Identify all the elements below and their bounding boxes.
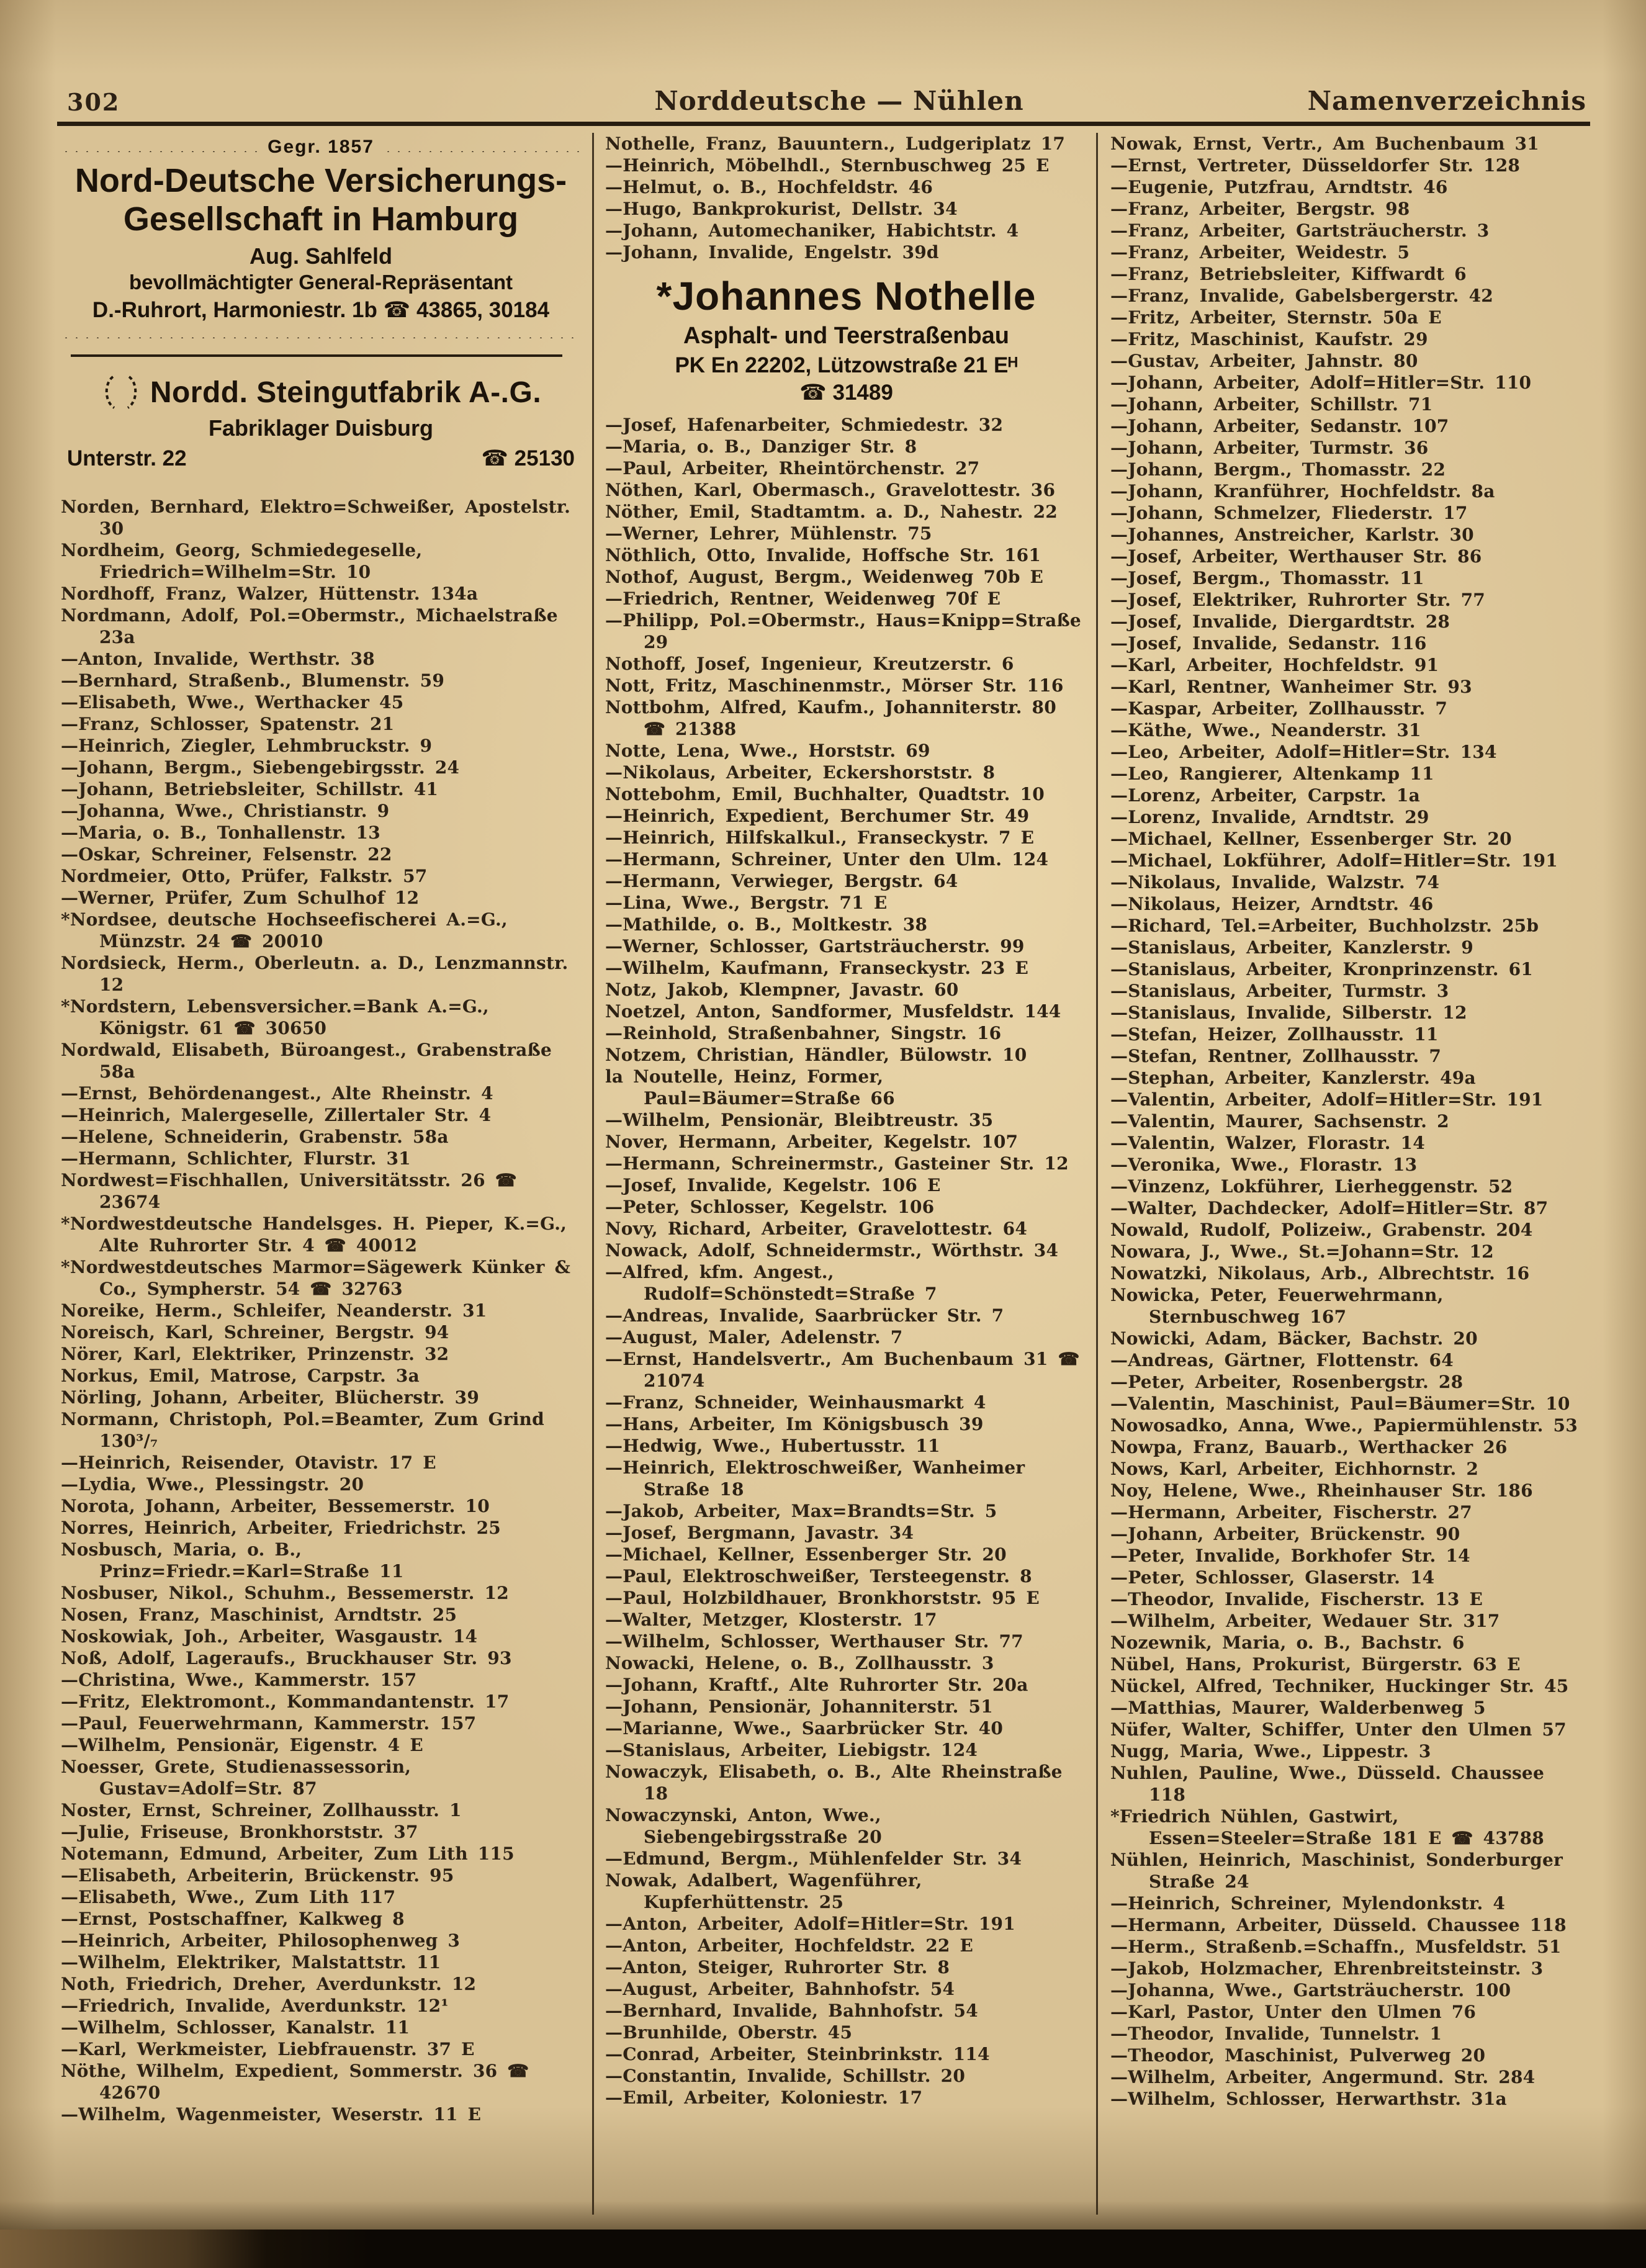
directory-entry: —Bernhard, Invalide, Bahnhofstr. 54 xyxy=(605,2000,978,2021)
directory-entry: Noreisch, Karl, Schreiner, Bergstr. 94 xyxy=(61,1322,449,1343)
directory-entry: —Edmund, Bergm., Mühlenfelder Str. 34 xyxy=(605,1848,1022,1869)
header-section-range: Norddeutsche — Nühlen xyxy=(654,86,1024,116)
directory-entry: —Heinrich, Arbeiter, Philosophenweg 3 xyxy=(61,1930,461,1951)
directory-entry: —Hedwig, Wwe., Hubertusstr. 11 xyxy=(605,1436,940,1456)
directory-entry: Nordmeier, Otto, Prüfer, Falkstr. 57 xyxy=(61,866,428,886)
directory-entry: —Richard, Tel.=Arbeiter, Buchholzstr. 25b xyxy=(1110,916,1539,936)
directory-entry: —Fritz, Arbeiter, Sternstr. 50a E xyxy=(1110,307,1442,328)
directory-entry: —Johann, Schmelzer, Fliederstr. 17 xyxy=(1110,503,1468,523)
ad-versicherungs-gesellschaft xyxy=(61,137,581,338)
directory-entry: Nordhoff, Franz, Walzer, Hüttenstr. 134a xyxy=(61,583,479,604)
directory-entry: —Josef, Invalide, Diergardtstr. 28 xyxy=(1110,611,1450,632)
directory-entry: Nowacki, Helene, o. B., Zollhausstr. 3 xyxy=(605,1653,994,1673)
directory-entry: —Bernhard, Straßenb., Blumenstr. 59 xyxy=(61,670,445,691)
directory-entry: —Heinrich, Hilfskalkul., Franseckystr. 7 E xyxy=(605,827,1035,848)
directory-entry: —August, Arbeiter, Bahnhofstr. 54 xyxy=(605,1979,955,1999)
directory-entry: —Veronika, Wwe., Florastr. 13 xyxy=(1110,1154,1418,1175)
directory-entry: —Elisabeth, Wwe., Zum Lith 117 xyxy=(61,1887,396,1907)
directory-entry: —Michael, Lokführer, Adolf=Hitler=Str. 191 xyxy=(1110,850,1558,871)
header-title: Namenverzeichnis xyxy=(1307,86,1586,116)
directory-entry: Nottbohm, Alfred, Kaufm., Johanniterstr. 80 ☎ 21388 xyxy=(605,697,1056,739)
directory-entry: *Nordsee, deutsche Hochseefischerei A.=G., Münzstr. 24 ☎ 20010 xyxy=(61,909,508,952)
directory-entry: —Nikolaus, Invalide, Walzstr. 74 xyxy=(1110,872,1440,893)
photo-edge xyxy=(0,2230,1646,2268)
directory-entry: —Maria, o. B., Tonhallenstr. 13 xyxy=(61,822,380,843)
phone-icon: ☎ xyxy=(799,380,827,405)
directory-entry: Nowald, Rudolf, Polizeiw., Grabenstr. 204 xyxy=(1110,1220,1533,1240)
directory-entry: —Stanislaus, Arbeiter, Kanzlerstr. 9 xyxy=(1110,937,1473,958)
directory-entry: —Ernst, Behördenangest., Alte Rheinstr. 4 xyxy=(61,1083,493,1104)
ad-johannes-nothelle xyxy=(605,273,1087,405)
directory-entry: —Johann, Arbeiter, Sedanstr. 107 xyxy=(1110,416,1449,436)
directory-entry: —Josef, Bergmann, Javastr. 34 xyxy=(605,1523,914,1543)
directory-entry: —Karl, Pastor, Unter den Ulmen 76 xyxy=(1110,2002,1477,2022)
ad-founded-label: Gegr. 1857 xyxy=(268,137,374,157)
zigzag-border-icon xyxy=(61,329,581,338)
directory-entry: *Nordstern, Lebensversicher.=Bank A.=G., Königstr. 61 ☎ 30650 xyxy=(61,996,489,1038)
directory-entry: —Michael, Kellner, Essenberger Str. 20 xyxy=(605,1544,1007,1565)
directory-entry: —Josef, Hafenarbeiter, Schmiedestr. 32 xyxy=(605,415,1004,435)
directory-entry: —Hermann, Schlichter, Flurstr. 31 xyxy=(61,1148,411,1169)
directory-entry: —Franz, Arbeiter, Gartsträucherstr. 3 xyxy=(1110,220,1490,241)
phone-icon: ☎ xyxy=(383,298,411,323)
directory-entry: Nowatzki, Nikolaus, Arb., Albrechtstr. 16 xyxy=(1110,1263,1530,1284)
directory-entry: —Nikolaus, Arbeiter, Eckershorststr. 8 xyxy=(605,762,996,783)
directory-entry: —Friedrich, Rentner, Weidenweg 70f E xyxy=(605,588,1001,609)
ad-steingut-title: Nordd. Steingutfabrik A-.G. xyxy=(150,376,542,409)
directory-columns xyxy=(57,133,1590,2215)
directory-entry: —Walter, Metzger, Klosterstr. 17 xyxy=(605,1609,937,1630)
directory-entry: —Johann, Betriebsleiter, Schillstr. 41 xyxy=(61,779,439,799)
directory-entry: *Nordwestdeutsche Handelsges. H. Pieper, K.=G., Alte Ruhrorter Str. 4 ☎ 40012 xyxy=(61,1213,567,1256)
directory-entry: —Valentin, Maurer, Sachsenstr. 2 xyxy=(1110,1111,1449,1132)
directory-entry: —Wilhelm, Schlosser, Herwarthstr. 31a xyxy=(1110,2089,1507,2109)
zigzag-border-icon xyxy=(383,143,581,152)
directory-entry: —Johann, Pensionär, Johanniterstr. 51 xyxy=(605,1696,993,1717)
directory-entry: —Anton, Arbeiter, Adolf=Hitler=Str. 191 xyxy=(605,1914,1015,1934)
directory-entry: —Fritz, Elektromont., Kommandantenstr. 17 xyxy=(61,1691,510,1712)
directory-entry: —Karl, Rentner, Wanheimer Str. 93 xyxy=(1110,677,1472,697)
directory-entry: —Wilhelm, Wagenmeister, Weserstr. 11 E xyxy=(61,2104,482,2125)
directory-entry: Nowosadko, Anna, Wwe., Papiermühlenstr. 53 xyxy=(1110,1415,1578,1436)
directory-entry: —Heinrich, Ziegler, Lehmbruckstr. 9 xyxy=(61,736,433,756)
ad-zigzag-bottom xyxy=(61,329,581,338)
directory-entry: —Leo, Arbeiter, Adolf=Hitler=Str. 134 xyxy=(1110,742,1497,762)
directory-entry: —Hermann, Arbeiter, Fischerstr. 27 xyxy=(1110,1502,1472,1523)
directory-entry: *Nordwestdeutsches Marmor=Sägewerk Künker & Co., Sympherstr. 54 ☎ 32763 xyxy=(61,1257,571,1299)
directory-entry: —Herm., Straßenb.=Schaffn., Musfeldstr. 51 xyxy=(1110,1937,1562,1957)
directory-entry: —Michael, Kellner, Essenberger Str. 20 xyxy=(1110,829,1512,849)
directory-entry: —Wilhelm, Schlosser, Kanalstr. 11 xyxy=(61,2017,410,2038)
directory-entry: —Heinrich, Reisender, Otavistr. 17 E xyxy=(61,1452,436,1473)
directory-entry: Nosen, Franz, Maschinist, Arndtstr. 25 xyxy=(61,1604,457,1625)
directory-entry: —Johann, Invalide, Engelstr. 39d xyxy=(605,242,939,263)
directory-entry: —Heinrich, Möbelhdl., Sternbuschweg 25 E xyxy=(605,155,1050,176)
ad-zigzag-top xyxy=(61,137,581,158)
ad-nothelle-title: *Johannes Nothelle xyxy=(656,274,1037,318)
ad-agent-name: Aug. Sahlfeld xyxy=(249,243,392,269)
directory-entry: —Peter, Schlosser, Kegelstr. 106 xyxy=(605,1197,935,1217)
directory-entry: Nowak, Adalbert, Wagenführer, Kupferhüttenstr. 25 xyxy=(605,1870,922,1912)
directory-entry: —Elisabeth, Wwe., Werthacker 45 xyxy=(61,692,404,713)
ad-nothelle-phone-line xyxy=(605,380,1087,405)
directory-entry: Nugg, Maria, Wwe., Lippestr. 3 xyxy=(1110,1741,1431,1762)
directory-entry: —Hermann, Arbeiter, Düsseld. Chaussee 118 xyxy=(1110,1915,1567,1935)
directory-entry: —Wilhelm, Elektriker, Malstattstr. 11 xyxy=(61,1952,441,1973)
directory-entry: Notte, Lena, Wwe., Horststr. 69 xyxy=(605,740,930,761)
directory-entry: —Fritz, Maschinist, Kaufstr. 29 xyxy=(1110,329,1428,349)
directory-entry: Nothof, August, Bergm., Weidenweg 70b E xyxy=(605,567,1044,587)
ad-steingut-phone-line xyxy=(481,446,575,471)
directory-entry: —Gustav, Arbeiter, Jahnstr. 80 xyxy=(1110,351,1418,371)
entries-middle-top xyxy=(605,133,1087,263)
directory-entry: Nowicka, Peter, Feuerwehrmann, Sternbuschweg 167 xyxy=(1110,1285,1444,1327)
directory-entry: —Wilhelm, Arbeiter, Wedauer Str. 317 xyxy=(1110,1611,1500,1631)
directory-entry: —Franz, Betriebsleiter, Kiffwardt 6 xyxy=(1110,264,1467,284)
directory-entry: —Valentin, Maschinist, Paul=Bäumer=Str. 10 xyxy=(1110,1393,1570,1414)
ad-steingut-address: Unterstr. 22 xyxy=(67,446,187,470)
directory-entry: —Paul, Elektroschweißer, Tersteegenstr. 8 xyxy=(605,1566,1032,1586)
directory-entry: —Hugo, Bankprokurist, Dellstr. 34 xyxy=(605,199,958,219)
directory-entry: Nückel, Alfred, Techniker, Huckinger Str. 45 xyxy=(1110,1676,1569,1696)
directory-entry: Nover, Hermann, Arbeiter, Kegelstr. 107 xyxy=(605,1132,1019,1152)
directory-entry: —Elisabeth, Arbeiterin, Brückenstr. 95 xyxy=(61,1865,454,1886)
directory-entry: —Valentin, Arbeiter, Adolf=Hitler=Str. 191 xyxy=(1110,1089,1544,1110)
directory-entry: —Conrad, Arbeiter, Steinbrinkstr. 114 xyxy=(605,2044,990,2064)
phone-icon: ☎ xyxy=(481,446,508,471)
entries-middle-bottom xyxy=(605,414,1087,2108)
directory-entry: —Eugenie, Putzfrau, Arndtstr. 46 xyxy=(1110,177,1448,197)
column-middle xyxy=(592,133,1096,2215)
directory-entry: —Peter, Arbeiter, Rosenbergstr. 28 xyxy=(1110,1372,1464,1392)
directory-entry: —Hermann, Schreinermstr., Gasteiner Str. 12 xyxy=(605,1153,1069,1174)
directory-entry: —Stefan, Rentner, Zollhausstr. 7 xyxy=(1110,1046,1442,1066)
directory-entry: —August, Maler, Adelenstr. 7 xyxy=(605,1327,903,1348)
directory-entry: —Stanislaus, Arbeiter, Turmstr. 3 xyxy=(1110,981,1449,1001)
ad-separator-rule xyxy=(71,354,562,357)
ad-agent-role: bevollmächtigter General-Repräsentant xyxy=(128,271,513,294)
directory-entry: Nowaczynski, Anton, Wwe., Siebengebirgsstraße 20 xyxy=(605,1805,882,1847)
directory-entry: —Ernst, Postschaffner, Kalkweg 8 xyxy=(61,1909,405,1929)
directory-entry: Nosbusch, Maria, o. B., Prinz=Friedr.=Karl=Straße 11 xyxy=(61,1539,404,1582)
directory-entry: —Anton, Arbeiter, Hochfeldstr. 22 E xyxy=(605,1935,974,1956)
directory-entry: Nowaczyk, Elisabeth, o. B., Alte Rheinstraße 18 xyxy=(605,1762,1063,1804)
directory-entry: —Walter, Dachdecker, Adolf=Hitler=Str. 87 xyxy=(1110,1198,1549,1218)
directory-entry: —Hans, Arbeiter, Im Königsbusch 39 xyxy=(605,1414,984,1434)
directory-entry: —Leo, Rangierer, Altenkamp 11 xyxy=(1110,763,1434,784)
ad-address-line xyxy=(61,298,581,323)
directory-entry: Nordwest=Fischhallen, Universitätsstr. 26 ☎ 23674 xyxy=(61,1170,517,1212)
directory-entry: Nordheim, Georg, Schmiedegeselle, Friedrich=Wilhelm=Str. 10 xyxy=(61,540,423,582)
ad-steingut-phone: 25130 xyxy=(514,446,575,470)
directory-entry: —Peter, Schlosser, Glaserstr. 14 xyxy=(1110,1567,1435,1588)
directory-entry: Nordsieck, Herm., Oberleutn. a. D., Lenzmannstr. 12 xyxy=(61,953,569,995)
directory-entry: Norden, Bernhard, Elektro=Schweißer, Apostelstr. 30 xyxy=(61,497,571,539)
directory-entry: *Friedrich Nühlen, Gastwirt, Essen=Steeler=Straße 181 E ☎ 43788 xyxy=(1110,1806,1544,1848)
directory-entry: —Franz, Schlosser, Spatenstr. 21 xyxy=(61,714,395,734)
directory-entry: —Wilhelm, Pensionär, Bleibtreustr. 35 xyxy=(605,1110,994,1130)
ad-phone-numbers: 43865, 30184 xyxy=(416,298,550,322)
entries-right xyxy=(1110,133,1588,2110)
directory-entry: —Johann, Arbeiter, Schillstr. 71 xyxy=(1110,394,1433,415)
directory-entry: —Josef, Bergm., Thomasstr. 11 xyxy=(1110,568,1424,588)
directory-entry: Noy, Helene, Wwe., Rheinhauser Str. 186 xyxy=(1110,1480,1533,1501)
directory-entry: —Wilhelm, Pensionär, Eigenstr. 4 E xyxy=(61,1735,423,1755)
directory-entry: —Johann, Arbeiter, Turmstr. 36 xyxy=(1110,438,1429,458)
ad-nothelle-subtitle: Asphalt- und Teerstraßenbau xyxy=(683,323,1010,349)
directory-entry: —Marianne, Wwe., Saarbrücker Str. 40 xyxy=(605,1718,1004,1739)
page-bottom-shadow xyxy=(0,2201,1646,2232)
ad-title-line2: Gesellschaft in Hamburg xyxy=(123,200,519,238)
directory-entry: —Lydia, Wwe., Plessingstr. 20 xyxy=(61,1474,364,1495)
directory-entry: Nowpa, Franz, Bauarb., Werthacker 26 xyxy=(1110,1437,1508,1457)
directory-entry: Noskowiak, Joh., Arbeiter, Wasgaustr. 14 xyxy=(61,1626,478,1647)
directory-entry: Normann, Christoph, Pol.=Beamter, Zum Grind 130³/₇ xyxy=(61,1409,544,1451)
directory-entry: Noster, Ernst, Schreiner, Zollhausstr. 1 xyxy=(61,1800,462,1820)
directory-entry: —Heinrich, Expedient, Berchumer Str. 49 xyxy=(605,806,1030,826)
directory-entry: —Franz, Schneider, Weinhausmarkt 4 xyxy=(605,1392,986,1413)
directory-entry: Nowara, J., Wwe., St.=Johann=Str. 12 xyxy=(1110,1241,1494,1262)
directory-entry: —Stanislaus, Invalide, Silberstr. 12 xyxy=(1110,1002,1467,1023)
directory-entry: —Franz, Arbeiter, Bergstr. 98 xyxy=(1110,199,1410,219)
directory-entry: —Julie, Friseuse, Bronkhorststr. 37 xyxy=(61,1822,418,1842)
zigzag-border-icon xyxy=(61,143,259,152)
directory-entry: Norres, Heinrich, Arbeiter, Friedrichstr. 25 xyxy=(61,1518,501,1538)
directory-entry: —Helene, Schneiderin, Grabenstr. 58a xyxy=(61,1127,449,1147)
directory-entry: —Jakob, Arbeiter, Max=Brandts=Str. 5 xyxy=(605,1501,997,1521)
directory-entry: —Maria, o. B., Danziger Str. 8 xyxy=(605,436,917,457)
directory-entry: Nordwald, Elisabeth, Büroangest., Grabenstraße 58a xyxy=(61,1040,552,1082)
directory-entry: —Anton, Invalide, Werthstr. 38 xyxy=(61,649,375,669)
directory-entry: Notzem, Christian, Händler, Bülowstr. 10 xyxy=(605,1045,1027,1065)
directory-entry: —Johannes, Anstreicher, Karlstr. 30 xyxy=(1110,524,1474,545)
ad-title-line1: Nord-Deutsche Versicherungs- xyxy=(74,162,567,199)
column-right xyxy=(1096,133,1590,2215)
directory-entry: —Stephan, Arbeiter, Kanzlerstr. 49a xyxy=(1110,1068,1476,1088)
directory-entry: —Wilhelm, Schlosser, Werthauser Str. 77 xyxy=(605,1631,1023,1652)
directory-entry: Nöther, Emil, Stadtamtm. a. D., Nahestr. 22 xyxy=(605,502,1058,522)
directory-entry: Nüfer, Walter, Schiffer, Unter den Ulmen 57 xyxy=(1110,1719,1567,1740)
header-rule xyxy=(57,122,1590,126)
directory-entry: —Friedrich, Invalide, Averdunkstr. 12¹ xyxy=(61,1996,449,2016)
directory-entry: —Valentin, Walzer, Florastr. 14 xyxy=(1110,1133,1425,1153)
directory-entry: —Hermann, Verwieger, Bergstr. 64 xyxy=(605,871,958,891)
directory-entry: —Emil, Arbeiter, Koloniestr. 17 xyxy=(605,2087,923,2108)
laurel-wreath-icon xyxy=(101,372,142,413)
directory-entry: —Stanislaus, Arbeiter, Liebigstr. 124 xyxy=(605,1740,978,1760)
directory-entry: Nott, Fritz, Maschinenmstr., Mörser Str. 116 xyxy=(605,675,1064,696)
directory-entry: —Matthias, Maurer, Walderbenweg 5 xyxy=(1110,1698,1486,1718)
directory-entry: —Johann, Bergm., Siebengebirgsstr. 24 xyxy=(61,757,460,778)
directory-entry: Nöthen, Karl, Obermasch., Gravelottestr. 36 xyxy=(605,480,1056,500)
directory-entry: Nothoff, Josef, Ingenieur, Kreutzerstr. 6 xyxy=(605,654,1014,674)
directory-entry: —Stefan, Heizer, Zollhausstr. 11 xyxy=(1110,1024,1439,1045)
directory-entry: —Mathilde, o. B., Moltkestr. 38 xyxy=(605,914,928,935)
directory-entry: —Lina, Wwe., Bergstr. 71 E xyxy=(605,893,888,913)
directory-entry: —Johann, Bergm., Thomasstr. 22 xyxy=(1110,459,1446,480)
directory-entry: —Helmut, o. B., Hochfeldstr. 46 xyxy=(605,177,933,197)
directory-entry: —Wilhelm, Kaufmann, Franseckystr. 23 E xyxy=(605,958,1028,978)
ad-nothelle-phone: 31489 xyxy=(832,380,893,405)
directory-entry: —Werner, Lehrer, Mühlenstr. 75 xyxy=(605,523,932,544)
ad-address: D.-Ruhrort, Harmoniestr. 1b xyxy=(92,298,377,322)
directory-entry: —Heinrich, Schreiner, Mylendonkstr. 4 xyxy=(1110,1893,1506,1914)
directory-entry: Noetzel, Anton, Sandformer, Musfeldstr. 144 xyxy=(605,1001,1061,1022)
directory-entry: —Vinzenz, Lokführer, Lierheggenstr. 52 xyxy=(1110,1176,1513,1197)
directory-entry: Nöthe, Wilhelm, Expedient, Sommerstr. 36 ☎ 42670 xyxy=(61,2061,529,2103)
directory-entry: Noreike, Herm., Schleifer, Neanderstr. 31 xyxy=(61,1300,487,1321)
directory-entry: —Wilhelm, Arbeiter, Angermund. Str. 284 xyxy=(1110,2067,1536,2087)
directory-entry: —Paul, Feuerwehrmann, Kammerstr. 157 xyxy=(61,1713,477,1734)
directory-entry: —Käthe, Wwe., Neanderstr. 31 xyxy=(1110,720,1421,740)
directory-entry: Nordmann, Adolf, Pol.=Obermstr., Michaelstraße 23a xyxy=(61,605,558,647)
directory-entry: —Johann, Arbeiter, Adolf=Hitler=Str. 110 xyxy=(1110,372,1532,393)
directory-entry: —Constantin, Invalide, Schillstr. 20 xyxy=(605,2066,966,2086)
directory-entry: la Noutelle, Heinz, Former, Paul=Bäumer=Straße 66 xyxy=(605,1066,895,1109)
directory-entry: —Stanislaus, Arbeiter, Kronprinzenstr. 61 xyxy=(1110,959,1533,979)
directory-entry: —Andreas, Invalide, Saarbrücker Str. 7 xyxy=(605,1305,1004,1326)
directory-entry: —Ernst, Handelsvertr., Am Buchenbaum 31 ☎ 21074 xyxy=(605,1349,1080,1391)
directory-entry: Nörer, Karl, Elektriker, Prinzenstr. 32 xyxy=(61,1344,449,1364)
directory-entry: —Josef, Arbeiter, Werthauser Str. 86 xyxy=(1110,546,1482,567)
directory-entry: —Oskar, Schreiner, Felsenstr. 22 xyxy=(61,844,392,865)
directory-entry: —Peter, Invalide, Borkhofer Str. 14 xyxy=(1110,1546,1470,1566)
directory-entry: Nozewnik, Maria, o. B., Bachstr. 6 xyxy=(1110,1632,1465,1653)
directory-entry: Norota, Johann, Arbeiter, Bessemerstr. 10 xyxy=(61,1496,490,1516)
directory-entry: —Werner, Schlosser, Gartsträucherstr. 99 xyxy=(605,936,1025,956)
directory-entry: —Andreas, Gärtner, Flottenstr. 64 xyxy=(1110,1350,1454,1370)
directory-entry: Nuhlen, Pauline, Wwe., Düsseld. Chaussee 118 xyxy=(1110,1763,1544,1805)
directory-entry: Nosbuser, Nikol., Schuhm., Bessemerstr. 12 xyxy=(61,1583,509,1603)
directory-entry: —Josef, Invalide, Kegelstr. 106 E xyxy=(605,1175,941,1195)
directory-entry: —Werner, Prüfer, Zum Schulhof 12 xyxy=(61,888,420,908)
directory-entry: —Brunhilde, Oberstr. 45 xyxy=(605,2022,853,2043)
directory-entry: —Josef, Invalide, Sedanstr. 116 xyxy=(1110,633,1427,654)
spacer xyxy=(61,471,581,496)
directory-entry: Nows, Karl, Arbeiter, Eichhornstr. 2 xyxy=(1110,1459,1479,1479)
directory-entry: —Jakob, Holzmacher, Ehrenbreitsteinstr. 3 xyxy=(1110,1958,1544,1979)
directory-entry: —Ernst, Vertreter, Düsseldorfer Str. 128 xyxy=(1110,155,1521,176)
directory-entry: —Heinrich, Malergeselle, Zillertaler Str. 4 xyxy=(61,1105,492,1125)
directory-entry: Nothelle, Franz, Bauuntern., Ludgeriplatz 17 xyxy=(605,133,1066,154)
directory-entry: Nowack, Adolf, Schneidermstr., Wörthstr. 34 xyxy=(605,1240,1059,1261)
directory-entry: —Franz, Invalide, Gabelsbergerstr. 42 xyxy=(1110,286,1493,306)
directory-entry: —Theodor, Invalide, Tunnelstr. 1 xyxy=(1110,2023,1442,2044)
directory-entry: Nottebohm, Emil, Buchhalter, Quadtstr. 10 xyxy=(605,784,1045,804)
directory-entry: Nühlen, Heinrich, Maschinist, Sonderburger Straße 24 xyxy=(1110,1850,1563,1892)
directory-entry: Norkus, Emil, Matrose, Carpstr. 3a xyxy=(61,1366,420,1386)
directory-entry: —Kaspar, Arbeiter, Zollhausstr. 7 xyxy=(1110,698,1448,719)
directory-entry: Nübel, Hans, Prokurist, Bürgerstr. 63 E xyxy=(1110,1654,1521,1675)
directory-entry: —Lorenz, Arbeiter, Carpstr. 1a xyxy=(1110,785,1420,806)
directory-entry: —Franz, Arbeiter, Weidestr. 5 xyxy=(1110,242,1410,263)
directory-entry: —Reinhold, Straßenbahner, Singstr. 16 xyxy=(605,1023,1002,1043)
directory-entry: —Johann, Kraftf., Alte Ruhrorter Str. 20a xyxy=(605,1675,1028,1695)
directory-entry: —Nikolaus, Heizer, Arndtstr. 46 xyxy=(1110,894,1434,914)
directory-entry: Notemann, Edmund, Arbeiter, Zum Lith 115 xyxy=(61,1843,515,1864)
directory-entry: Novy, Richard, Arbeiter, Gravelottestr. 64 xyxy=(605,1218,1027,1239)
ad-nothelle-pk-line: PK En 22202, Lützowstraße 21 Eᴴ xyxy=(675,353,1018,377)
directory-entry: Nowicki, Adam, Bäcker, Bachstr. 20 xyxy=(1110,1328,1478,1349)
directory-entry: Nowak, Ernst, Vertr., Am Buchenbaum 31 xyxy=(1110,133,1539,154)
directory-entry: —Philipp, Pol.=Obermstr., Haus=Knipp=Straße 29 xyxy=(605,610,1081,652)
directory-entry: —Karl, Werkmeister, Liebfrauenstr. 37 E xyxy=(61,2039,475,2059)
directory-entry: —Paul, Arbeiter, Rheintörchenstr. 27 xyxy=(605,458,980,479)
directory-entry: —Johann, Automechaniker, Habichtstr. 4 xyxy=(605,220,1019,241)
directory-entry: —Paul, Holzbildhauer, Bronkhorststr. 95 E xyxy=(605,1588,1040,1608)
directory-entry: —Heinrich, Elektroschweißer, Wanheimer Straße 18 xyxy=(605,1457,1025,1500)
page-number: 302 xyxy=(67,88,120,116)
directory-entry: —Hermann, Schreiner, Unter den Ulm. 124 xyxy=(605,849,1049,870)
directory-entry: —Theodor, Invalide, Fischerstr. 13 E xyxy=(1110,1589,1483,1609)
directory-entry: Noesser, Grete, Studienassessorin, Gustav=Adolf=Str. 87 xyxy=(61,1757,412,1799)
directory-entry: —Josef, Elektriker, Ruhrorter Str. 77 xyxy=(1110,590,1485,610)
directory-entry: Nöthlich, Otto, Invalide, Hoffsche Str. 161 xyxy=(605,545,1041,565)
directory-entry: —Anton, Steiger, Ruhrorter Str. 8 xyxy=(605,1957,950,1978)
column-left xyxy=(57,133,592,2215)
directory-entry: Noth, Friedrich, Dreher, Averdunkstr. 12 xyxy=(61,1974,477,1994)
ad-steingutfabrik xyxy=(61,372,581,471)
directory-entry: —Christina, Wwe., Kammerstr. 157 xyxy=(61,1670,417,1690)
ad-steingut-subtitle: Fabriklager Duisburg xyxy=(208,415,434,441)
directory-entry: Notz, Jakob, Klempner, Javastr. 60 xyxy=(605,979,959,1000)
directory-entry: —Karl, Arbeiter, Hochfeldstr. 91 xyxy=(1110,655,1439,675)
directory-entry: Noß, Adolf, Lageraufs., Bruckhauser Str. 93 xyxy=(61,1648,512,1668)
directory-entry: —Theodor, Maschinist, Pulverweg 20 xyxy=(1110,2045,1486,2066)
directory-entry: —Johanna, Wwe., Christianstr. 9 xyxy=(61,801,390,821)
entries-left xyxy=(61,496,581,2125)
directory-entry: —Johanna, Wwe., Gartsträucherstr. 100 xyxy=(1110,1980,1511,2000)
directory-entry: —Johann, Kranführer, Hochfeldstr. 8a xyxy=(1110,481,1495,502)
directory-entry: —Johann, Arbeiter, Brückenstr. 90 xyxy=(1110,1524,1460,1544)
page-header xyxy=(57,86,1590,118)
directory-entry: —Alfred, kfm. Angest., Rudolf=Schönstedt=Straße 7 xyxy=(605,1262,937,1304)
directory-entry: Nörling, Johann, Arbeiter, Blücherstr. 39 xyxy=(61,1387,479,1408)
directory-entry: —Lorenz, Invalide, Arndtstr. 29 xyxy=(1110,807,1429,827)
